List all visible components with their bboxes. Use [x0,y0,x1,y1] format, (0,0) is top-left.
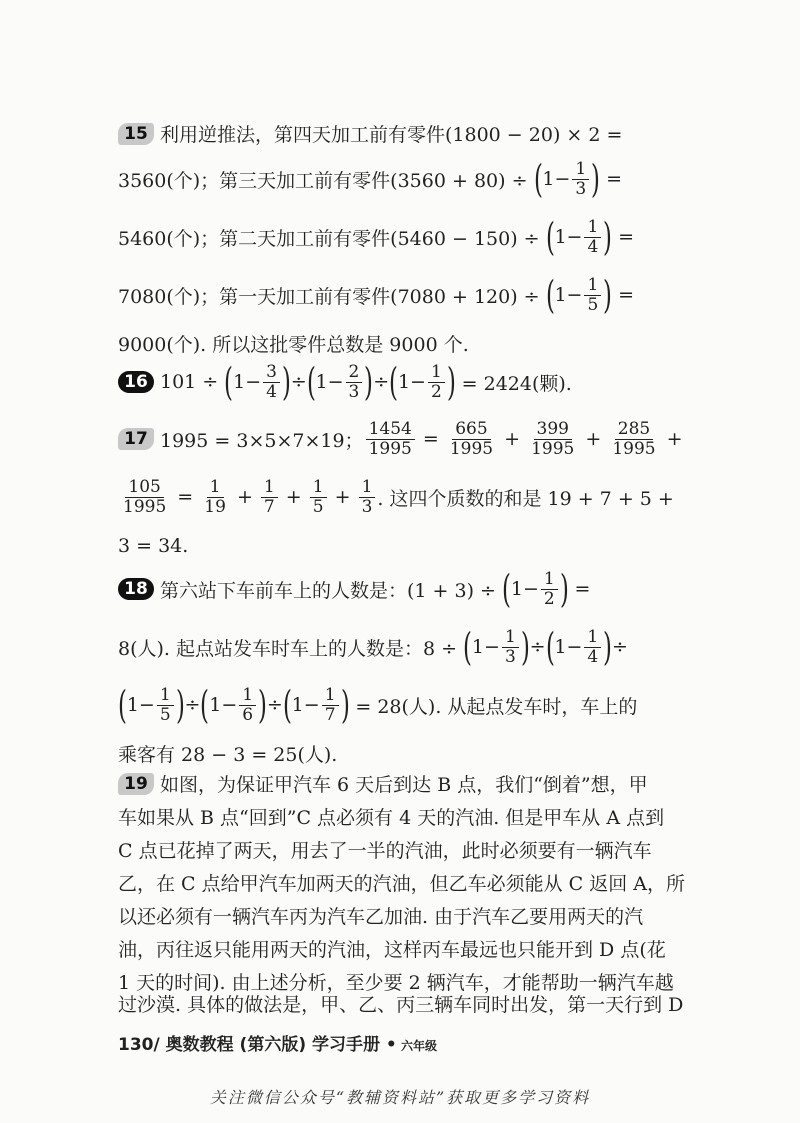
fraction: $\frac{1}{4}$ [584,218,601,256]
p19-line-7: 1 天的时间). 由上述分析，至少要 2 辆汽车，才能帮助一辆汽车越 [118,972,674,994]
p16-line-1: 16 101 ÷ ( 1 − $\frac{3}{4}$ ) ÷ ( 1 − $\frac{2}{3}$ ) ÷ ( 1 − $\frac{1}{2}$ ) = 2424(颗). [118,363,688,401]
grade-label: 六年级 [396,1039,437,1053]
p18-line-4: 乘客有 28 − 3 = 25(人). [118,744,338,766]
p19-line-1: 19 如图，为保证甲汽车 6 天后到达 B 点，我们“倒着”想，甲 [118,770,688,797]
p17-line-3: 3 = 34. [118,535,189,557]
p15-line-4: 7080(个)；第一天加工前有零件(7080 + 120) ÷ ( 1 − $\frac{1}{5}$ ) = [118,273,635,318]
fraction: $\frac{1}{2}$ [428,363,445,401]
p19-line-6: 油，丙往返只能用两天的汽油，这样丙车最远也只能开到 D 点(花 [118,939,666,961]
fraction: $\frac{1}{2}$ [541,570,558,608]
page-footer [118,1030,437,1055]
fraction: $\frac{105}{1995}$ [123,477,167,517]
p17-line-2: $\frac{105}{1995}$ = $\frac{1}{19}$ + $\frac{1}{7}$ + $\frac{1}{5}$ + $\frac{1}{3}$ . 这四个质数的和是 19 + 7 + 5 + [118,478,688,516]
fraction: $\frac{3}{4}$ [263,363,280,401]
p19-line-4: 乙，在 C 点给甲汽车加两天的汽油，但乙车必须能从 C 返回 A，所 [118,873,685,895]
p17-line-1: 17 1995 = 3×5×7×19； $\frac{1454}{1995}$ = $\frac{665}{1995}$ + $\frac{399}{1995}$ + $\frac{285}{1995}$ + [118,420,688,458]
fraction: $\frac{399}{1995}$ [531,419,575,459]
fraction: $\frac{1}{5}$ [584,276,601,314]
p18-line-2: 8(人). 起点站发车时车上的人数是：8 ÷ ( 1 − $\frac{1}{3}$ ) ÷ ( 1 − $\frac{1}{4}$ ) ÷ [118,625,628,670]
p18-line-1: 18 第六站下车前车上的人数是：(1 + 3) ÷ ( 1 − $\frac{1}{2}$ ) = [118,570,688,608]
p15-line-3: 5460(个)；第二天加工前有零件(5460 − 150) ÷ ( 1 − $\frac{1}{4}$ ) = [118,215,635,260]
fraction: $\frac{1}{3}$ [359,478,376,516]
p19-line-3: C 点已花掉了两天，用去了一半的汽油，此时必须要有一辆汽车 [118,840,652,862]
p15-text: 利用逆推法，第四天加工前有零件(1800 − 20) × 2 = [160,124,623,146]
fraction: $\frac{665}{1995}$ [449,419,494,459]
fraction: $\frac{1}{3}$ [572,160,589,198]
fraction: $\frac{1}{5}$ [157,686,174,724]
fraction: $\frac{1}{6}$ [239,686,256,724]
fraction: $\frac{1}{3}$ [502,628,519,666]
fraction: $\frac{1}{7}$ [322,686,339,724]
book-title: / 奥数教程 (第六版) 学习手册 • [153,1035,397,1055]
fraction: $\frac{1}{19}$ [204,477,226,517]
p19-line-5: 以还必须有一辆汽车丙为汽车乙加油. 由于汽车乙要用两天的汽 [118,906,644,928]
p18-line-3: ( 1 − $\frac{1}{5}$ ) ÷ ( 1 − $\frac{1}{6}$ ) ÷ ( 1 − $\frac{1}{7}$ ) = 28(人). 从起点发车时，车上的 [117,683,638,728]
problem-number-badge: 18 [118,578,154,600]
p15-line-1 [118,120,688,147]
p15-line-5: 9000(个). 所以这批零件总数是 9000 个. [118,334,469,356]
page-number: 130 [118,1035,154,1055]
fraction: $\frac{2}{3}$ [346,363,363,401]
p15-line-2: 3560(个)；第三天加工前有零件(3560 + 80) ÷ ( 1 − $\frac{1}{3}$ ) = [118,157,623,202]
fraction: $\frac{1}{5}$ [310,478,327,516]
problem-number-badge: 16 [118,371,154,393]
fraction: $\frac{1}{4}$ [584,628,601,666]
fraction: $\frac{1}{7}$ [261,478,278,516]
problem-number-badge: 15 [118,123,154,145]
problem-number-badge: 17 [118,428,154,450]
watermark-text: 关注微信公众号“教辅资料站”获取更多学习资料 [209,1088,591,1107]
p19-line-8: 过沙漠. 具体的做法是，甲、乙、丙三辆车同时出发，第一天行到 D [118,994,684,1016]
p19-line-2: 车如果从 B 点“回到”C 点必须有 4 天的汽油. 但是甲车从 A 点到 [118,807,665,829]
fraction: $\frac{285}{1995}$ [612,419,656,459]
fraction: $\frac{1454}{1995}$ [366,420,415,458]
problem-number-badge: 19 [118,773,154,795]
